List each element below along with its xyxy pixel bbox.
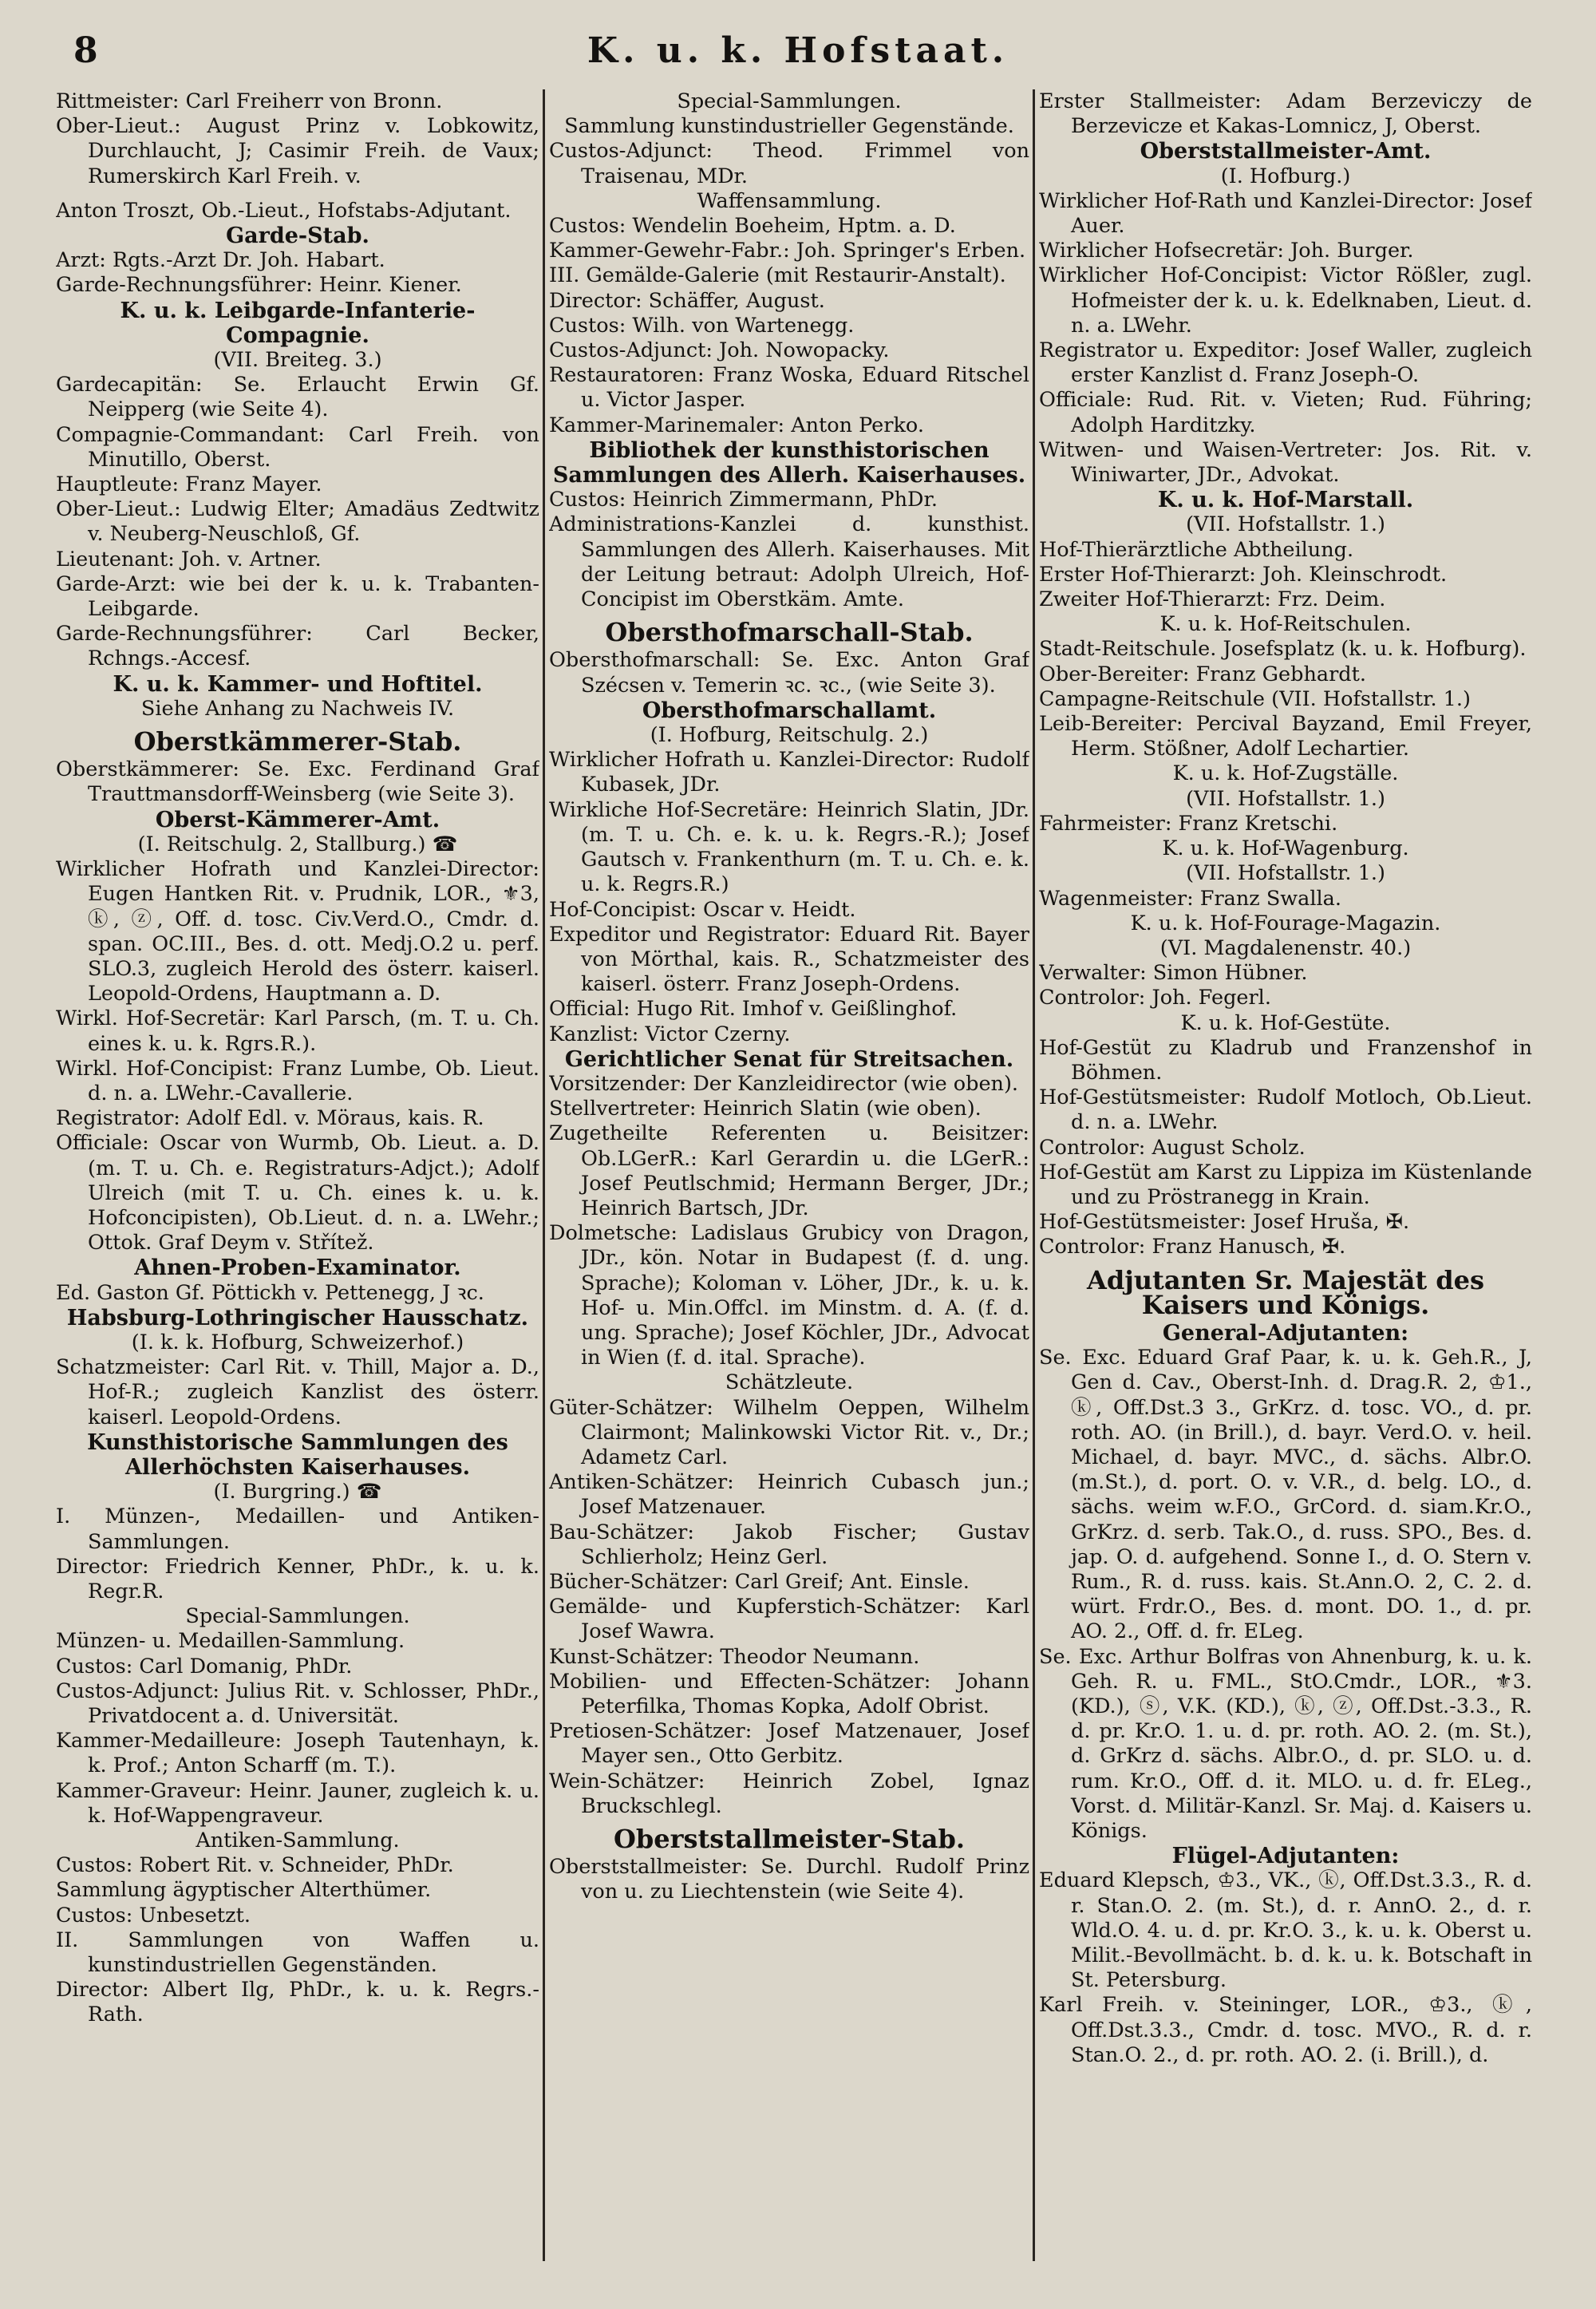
entry: Custos: Heinrich Zimmermann, PhDr. (549, 488, 938, 512)
subsection-heading: General-Adjutanten: (1162, 1320, 1409, 1346)
entry: Officiale: Oscar von Wurmb, Ob. Lieut. a. D. (m. T. u. Ch. e. Registraturs-Adjct.); Adolf Ulreich (mit T. u. Ch. eines k. u. k. Hofconcipisten), Ob.Lieut. d. n. a. LWehr.; Ottok. Graf Deym v. Střítež. (56, 1131, 539, 1255)
centered-line: (VII. Hofstallstr. 1.) (1186, 512, 1385, 537)
entry: Verwalter: Simon Hübner. (1039, 961, 1308, 986)
centered-line: Siehe Anhang zu Nachweis IV. (140, 696, 455, 721)
centered-line: (I. Hofburg.) (1220, 164, 1351, 188)
subsection-heading: Bibliothek der kunsthistorischen Sammlungen des Allerh. Kaiserhauses. (552, 437, 1026, 488)
entry: Hof-Gestütsmeister: Rudolf Motloch, Ob.Lieut. d. n. a. LWehr. (1039, 1085, 1532, 1135)
entry: Controlor: Joh. Fegerl. (1039, 986, 1271, 1010)
entry: Ober-Bereiter: Franz Gebhardt. (1039, 662, 1366, 686)
entry: Anton Troszt, Ob.-Lieut., Hofstabs-Adjutant. (56, 198, 512, 223)
entry: Wirklicher Hofsecretär: Joh. Burger. (1039, 239, 1414, 263)
entry: Custos: Wendelin Boeheim, Hptm. a. D. (549, 214, 956, 239)
centered-line: (VI. Magdalenenstr. 40.) (1159, 935, 1412, 960)
entry: Wirkl. Hof-Concipist: Franz Lumbe, Ob. Lieut. d. n. a. LWehr.-Cavallerie. (56, 1056, 539, 1105)
centered-line: Sammlung kunstindustrieller Gegenstände. (564, 114, 1014, 139)
entry: Expeditor und Registrator: Eduard Rit. Bayer von Mörthal, kais. R., Schatzmeister des kaiserl. österr. Franz Joseph-Ordens. (549, 922, 1029, 997)
page-number: 8 (73, 30, 98, 71)
entry: Lieutenant: Joh. v. Artner. (56, 547, 322, 571)
entry: Ed. Gaston Gf. Pöttickh v. Pettenegg, J ꝛc. (56, 1280, 484, 1305)
entry: Garde-Rechnungsführer: Heinr. Kiener. (56, 273, 462, 298)
entry: Registrator: Adolf Edl. v. Möraus, kais. R. (56, 1106, 484, 1131)
entry: Mobilien- und Effecten-Schätzer: Johann Peterfilka, Thomas Kopka, Adolf Obrist. (549, 1669, 1029, 1718)
entry: Gemälde- und Kupferstich-Schätzer: Karl Josef Wawra. (549, 1595, 1029, 1644)
entry: I. Münzen-, Medaillen- und Antiken-Sammlungen. (56, 1504, 539, 1554)
entry: Hof-Gestüt zu Kladrub und Franzenshof in Böhmen. (1039, 1035, 1532, 1085)
entry: Karl Freih. v. Steininger, LOR., ♔3., ⓚ, Off.Dst.3.3., Cmdr. d. tosc. MVO., R. d. r. Stan.O. 2., d. pr. roth. AO. 2. (i. Brill.), d. (1039, 1993, 1532, 2067)
entry: Hof-Gestütsmeister: Josef Hruša, ✠. (1039, 1210, 1410, 1235)
entry: Wirkliche Hof-Secretäre: Heinrich Slatin, JDr. (m. T. u. Ch. e. k. u. k. Regrs.-R.); Josef Gautsch v. Frankenthurn (m. T. u. Ch. e. k. u. k. Regrs.R.) (549, 797, 1029, 897)
centered-line: Schätzleute. (725, 1370, 854, 1395)
entry: Officiale: Rud. Rit. v. Vieten; Rud. Führing; Adolph Harditzky. (1039, 388, 1532, 437)
entry: Director: Schäffer, August. (549, 288, 825, 313)
entry: Administrations-Kanzlei d. kunsthist. Sammlungen des Allerh. Kaiserhauses. Mit der Leitung betraut: Adolph Ulreich, Hof-Concipist im Oberstkäm. Amte. (549, 512, 1029, 612)
entry: Erster Hof-Thierarzt: Joh. Kleinschrodt. (1039, 562, 1448, 587)
entry: Controlor: Franz Hanusch, ✠. (1039, 1235, 1346, 1259)
subsection-heading: K. u. k. Hof-Marstall. (1157, 488, 1414, 513)
centered-line: (I. Burgring.) ☎ (213, 1480, 382, 1504)
entry: Fahrmeister: Franz Kretschi. (1039, 811, 1338, 836)
subsection-heading: Ahnen-Proben-Examinator. (134, 1255, 461, 1281)
centered-line: K. u. k. Hof-Zugställe. (1172, 761, 1399, 786)
entry: Official: Hugo Rit. Imhof v. Geißlinghof. (549, 997, 958, 1022)
entry: Custos-Adjunct: Theod. Frimmel von Traisenau, MDr. (549, 139, 1029, 188)
entry: Hof-Gestüt am Karst zu Lippiza im Küstenlande und zu Pröstranegg in Krain. (1039, 1160, 1532, 1209)
centered-line: Waffensammlung. (697, 188, 882, 213)
entry: Custos: Robert Rit. v. Schneider, PhDr. (56, 1853, 454, 1878)
entry: Bücher-Schätzer: Carl Greif; Ant. Einsle. (549, 1569, 970, 1594)
entry: Wirklicher Hofrath u. Kanzlei-Director: Rudolf Kubasek, JDr. (549, 748, 1029, 797)
entry: Director: Friedrich Kenner, PhDr., k. u. k. Regr.R. (56, 1554, 539, 1603)
entry: Kanzlist: Victor Czerny. (549, 1022, 791, 1046)
subsection-heading: Garde-Stab. (226, 223, 369, 249)
entry: Sammlung ägyptischer Alterthümer. (56, 1878, 432, 1903)
entry: Rittmeister: Carl Freiherr von Bronn. (56, 89, 443, 113)
entry: Bau-Schätzer: Jakob Fischer; Gustav Schlierholz; Heinz Gerl. (549, 1520, 1029, 1569)
centered-line: (I. Reitschulg. 2, Stallburg.) ☎ (137, 832, 458, 856)
centered-line: Antiken-Sammlung. (196, 1829, 400, 1853)
subsection-heading: Obersthofmarschallamt. (642, 698, 937, 723)
entry: Kunst-Schätzer: Theodor Neumann. (549, 1644, 920, 1669)
entry: Oberstkämmerer: Se. Exc. Ferdinand Graf Trauttmansdorff-Weinsberg (wie Seite 3). (56, 757, 539, 807)
entry: Garde-Arzt: wie bei der k. u. k. Trabanten-Leibgarde. (56, 571, 539, 622)
entry: Wirklicher Hofrath und Kanzlei-Director: Eugen Hantken Rit. v. Prudnik, LOR., ⚜3, ⓚ, ⓩ, Off. d. tosc. Civ.Verd.O., Cmdr. d. span. OC.III., Bes. d. ott. Medj.O.2 u. perf. SLO.3, zugleich Herold des österr. kaiserl. Leopold-Ordens, Hauptmann a. D. (56, 857, 539, 1006)
entry: Erster Stallmeister: Adam Berzeviczy de Berzevicze et Kakas-Lomnicz, J, Oberst. (1039, 89, 1532, 139)
entry: Zweiter Hof-Thierarzt: Frz. Deim. (1039, 587, 1386, 612)
entry: Obersthofmarschall: Se. Exc. Anton Graf Szécsen v. Temerin ꝛc. ꝛc., (wie Seite 3). (549, 648, 1029, 698)
subsection-heading: K. u. k. Leibgarde-Infanterie-Compagnie. (120, 298, 476, 348)
entry: Compagnie-Commandant: Carl Freih. von Minutillo, Oberst. (56, 422, 539, 472)
entry: Oberststallmeister: Se. Durchl. Rudolf Prinz von u. zu Liechtenstein (wie Seite 4). (549, 1855, 1029, 1904)
centered-line: Special-Sammlungen. (677, 89, 902, 113)
entry: Güter-Schätzer: Wilhelm Oeppen, Wilhelm Clairmont; Malinkowski Victor Rit. v., Dr.; Adametz Carl. (549, 1395, 1029, 1469)
centered-line: (I. k. k. Hofburg, Schweizerhof.) (131, 1330, 464, 1354)
entry: Restauratoren: Franz Woska, Eduard Ritschel u. Victor Jasper. (549, 363, 1029, 413)
entry: Se. Exc. Arthur Bolfras von Ahnenburg, k. u. k. Geh. R. u. FML., StO.Cmdr., LOR., ⚜3. (KD.), ⓢ, V.K. (KD.), ⓚ, ⓩ, Off.Dst.-3.3., R. d. pr. Kr.O. 1. u. d. pr. roth. AO. 2. (m. St.), d. GrKrz d. sächs. Albr.O., d. pr. SLO. u. d. rum. Kr.O., Off. d. it. MLO. u. d. fr. ELeg., Vorst. d. Militär-Kanzl. Sr. Maj. d. Kaisers u. Königs. (1039, 1644, 1532, 1844)
section-heading: Adjutanten Sr. Majestät des Kaisers und Königs. (1087, 1264, 1484, 1320)
centered-line: (VII. Hofstallstr. 1.) (1186, 861, 1385, 886)
entry: Se. Exc. Eduard Graf Paar, k. u. k. Geh.R., J, Gen d. Cav., Oberst-Inh. d. Drag.R. 2, ♔1., ⓚ, Off.Dst.3 3., GrKrz. d. tosc. VO., d. pr. roth. AO. (in Brill.), d. bayr. Verd.O. v. heil. Michael, d. bayr. MVC., d. sächs. Albr.O. (m.St.), d. port. O. v. V.R., d. belg. LO., d. sächs. weim w.F.O., GrCord. d. siam.Kr.O., GrKrz. d. serb. Tak.O., d. russ. SPO., Bes. d. jap. O. d. aufgehend. Sonne I., d. O. Stern v. Rum., R. d. russ. kais. St.Ann.O. 2, C. 2. d. würt. Frdr.O., Bes. d. mont. DO. 1., d. pr. AO. 2., Off. d. fr. ELeg. (1039, 1346, 1532, 1644)
entry: Campagne-Reitschule (VII. Hofstallstr. 1.) (1039, 686, 1471, 711)
entry: Kammer-Graveur: Heinr. Jauner, zugleich k. u. k. Hof-Wappengraveur. (56, 1778, 539, 1828)
entry: Hof-Concipist: Oscar v. Heidt. (549, 897, 856, 922)
entry: Ober-Lieut.: Ludwig Elter; Amadäus Zedtwitz v. Neuberg-Neuschloß, Gf. (56, 497, 539, 547)
entry: Vorsitzender: Der Kanzleidirector (wie oben). (549, 1071, 1019, 1096)
centered-line: K. u. k. Hof-Fourage-Magazin. (1130, 911, 1441, 935)
entry: Director: Albert Ilg, PhDr., k. u. k. Regrs.-Rath. (56, 1978, 539, 2027)
entry: Wirklicher Hof-Concipist: Victor Rößler, zugl. Hofmeister der k. u. k. Edelknaben, Lieut. d. n. a. LWehr. (1039, 263, 1532, 338)
centered-line: (I. Hofburg, Reitschulg. 2.) (650, 723, 929, 748)
subsection-heading: Oberst-Kämmerer-Amt. (155, 807, 440, 832)
entry: Münzen- u. Medaillen-Sammlung. (56, 1629, 405, 1654)
column-rule (543, 89, 545, 2261)
entry: Ober-Lieut.: August Prinz v. Lobkowitz, Durchlaucht, J; Casimir Freih. de Vaux; Rumerskirch Karl Freih. v. (56, 114, 539, 188)
entry: III. Gemälde-Galerie (mit Restaurir-Anstalt). (549, 263, 1006, 288)
entry: Custos: Unbesetzt. (56, 1903, 251, 1927)
entry: Witwen- und Waisen-Vertreter: Jos. Rit. v. Winiwarter, JDr., Advokat. (1039, 437, 1532, 488)
running-title: K. u. k. Hofstaat. (587, 30, 1009, 71)
subsection-heading: Oberststallmeister-Amt. (1140, 139, 1432, 164)
entry: Zugetheilte Referenten u. Beisitzer: Ob.LGerR.: Karl Gerardin u. die LGerR.: Josef Peutlschmid; Hermann Berger, JDr.; Heinrich Bartsch, JDr. (549, 1121, 1029, 1220)
section-heading: Obersthofmarschall-Stab. (605, 617, 974, 648)
entry: Wirklicher Hof-Rath und Kanzlei-Director: Josef Auer. (1039, 188, 1532, 239)
subsection-heading: Habsburg-Lothringischer Hausschatz. (66, 1305, 529, 1330)
entry: Custos-Adjunct: Joh. Nowopacky. (549, 338, 890, 363)
centered-line: K. u. k. Hof-Gestüte. (1180, 1010, 1391, 1035)
entry: Schatzmeister: Carl Rit. v. Thill, Major a. D., Hof-R.; zugleich Kanzlist des österr. kaiserl. Leopold-Ordens. (56, 1355, 539, 1429)
entry: Wein-Schätzer: Heinrich Zobel, Ignaz Bruckschlegl. (549, 1769, 1029, 1818)
subsection-heading: Kunsthistorische Sammlungen des Allerhöchsten Kaiserhauses. (87, 1429, 508, 1480)
entry: II. Sammlungen von Waffen u. kunstindustriellen Gegenständen. (56, 1927, 539, 1978)
section-heading: Oberststallmeister-Stab. (614, 1824, 965, 1855)
subsection-heading: Gerichtlicher Senat für Streitsachen. (564, 1046, 1014, 1072)
entry: Arzt: Rgts.-Arzt Dr. Joh. Habart. (56, 248, 385, 273)
entry: Garde-Rechnungsführer: Carl Becker, Rchngs.-Accesf. (56, 622, 539, 671)
entry: Kammer-Gewehr-Fabr.: Joh. Springer's Erben. (549, 239, 1026, 263)
column-1 (56, 89, 539, 2277)
entry: Controlor: August Scholz. (1039, 1135, 1306, 1160)
entry: Wagenmeister: Franz Swalla. (1039, 886, 1341, 911)
entry: Hauptleute: Franz Mayer. (56, 472, 322, 497)
entry: Stadt-Reitschule. Josefsplatz (k. u. k. Hofburg). (1039, 637, 1527, 662)
entry: Pretiosen-Schätzer: Josef Matzenauer, Josef Mayer sen., Otto Gerbitz. (549, 1719, 1029, 1769)
column-2 (549, 89, 1029, 2277)
section-heading: Oberstkämmerer-Stab. (133, 726, 462, 757)
entry: Stellvertreter: Heinrich Slatin (wie oben). (549, 1097, 982, 1121)
centered-line: K. u. k. Hof-Wagenburg. (1162, 836, 1409, 861)
entry: Leib-Bereiter: Percival Bayzand, Emil Freyer, Herm. Stößner, Adolf Lechartier. (1039, 712, 1532, 761)
centered-line: Special-Sammlungen. (185, 1604, 410, 1629)
entry: Hof-Thierärztliche Abtheilung. (1039, 537, 1354, 562)
centered-line: (VII. Breiteg. 3.) (213, 348, 382, 373)
entry: Custos: Carl Domanig, PhDr. (56, 1654, 353, 1678)
column-3 (1039, 89, 1532, 2277)
entry: Antiken-Schätzer: Heinrich Cubasch jun.; Josef Matzenauer. (549, 1470, 1029, 1520)
centered-line: (VII. Hofstallstr. 1.) (1186, 786, 1385, 811)
entry: Dolmetsche: Ladislaus Grubicy von Dragon, JDr., kön. Notar in Budapest (f. d. ung. Sprache); Koloman v. Löher, JDr., k. u. k. Hof- u. Min.Offcl. im Minstm. d. A. (f. d. ung. Sprache); Josef Köchler, JDr., Advocat in Wien (f. d. ital. Sprache). (549, 1221, 1029, 1370)
column-rule (1033, 89, 1035, 2261)
subsection-heading: K. u. k. Kammer- und Hoftitel. (113, 671, 483, 697)
entry: Wirkl. Hof-Secretär: Karl Parsch, (m. T. u. Ch. eines k. u. k. Rgrs.R.). (56, 1006, 539, 1056)
entry: Kammer-Medailleure: Joseph Tautenhayn, k. k. Prof.; Anton Scharff (m. T.). (56, 1729, 539, 1778)
entry: Kammer-Marinemaler: Anton Perko. (549, 413, 924, 437)
centered-line: K. u. k. Hof-Reitschulen. (1159, 612, 1412, 637)
subsection-heading: Flügel-Adjutanten: (1171, 1844, 1400, 1869)
entry: Custos: Wilh. von Wartenegg. (549, 313, 855, 338)
entry: Eduard Klepsch, ♔3., VK., ⓚ, Off.Dst.3.3., R. d. r. Stan.O. 2. (m. St.), d. r. AnnO. 2., d. r. Wld.O. 4. u. d. pr. Kr.O. 3., k. u. k. Oberst u. Milit.-Bevollmächt. b. d. k. u. k. Botschaft in St. Petersburg. (1039, 1868, 1532, 1993)
entry: Custos-Adjunct: Julius Rit. v. Schlosser, PhDr., Privatdocent a. d. Universität. (56, 1678, 539, 1728)
entry: Registrator u. Expeditor: Josef Waller, zugleich erster Kanzlist d. Franz Joseph-O. (1039, 338, 1532, 388)
entry: Gardecapitän: Se. Erlaucht Erwin Gf. Neipperg (wie Seite 4). (56, 373, 539, 422)
